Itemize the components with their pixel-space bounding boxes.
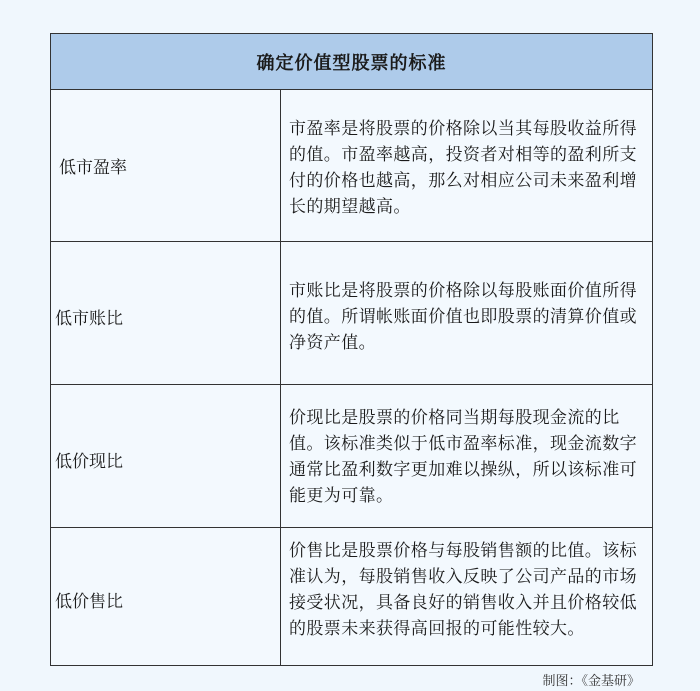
table-body [51, 90, 652, 665]
table-title: 确定价值型股票的标准 [51, 34, 652, 90]
criterion-name: 低市盈率 [51, 90, 281, 241]
criterion-name: 低价售比 [51, 528, 281, 665]
criterion-description: 市盈率是将股票的价格除以当其每股收益所得的值。市盈率越高，投资者对相等的盈利所支付的价格也越高，那么对相应公司未来盈利增长的期望越高。 [289, 119, 637, 217]
table-row [51, 242, 652, 385]
table-row [51, 528, 652, 665]
table-row [51, 90, 652, 242]
table-row [51, 385, 652, 528]
criterion-name: 低价现比 [51, 385, 281, 527]
criterion-description: 价现比是股票的价格同当期每股现金流的比值。该标准类似于低市盈率标准，现金流数字通常比盈利数字更加难以操纵，所以该标准可能更为可靠。 [289, 408, 637, 506]
source-credit: 制图：《金基研》 [542, 674, 640, 689]
criterion-description: 市账比是将股票的价格除以每股账面价值所得的值。所谓帐账面价值也即股票的清算价值或净资产值。 [289, 281, 637, 353]
criterion-name: 低市账比 [51, 242, 281, 384]
criterion-description: 价售比是股票价格与每股销售额的比值。该标准认为，每股销售收入反映了公司产品的市场接受状况，具备良好的销售收入并且价格较低的股票未来获得高回报的可能性较大。 [289, 541, 637, 639]
value-stock-criteria-table [50, 33, 653, 666]
